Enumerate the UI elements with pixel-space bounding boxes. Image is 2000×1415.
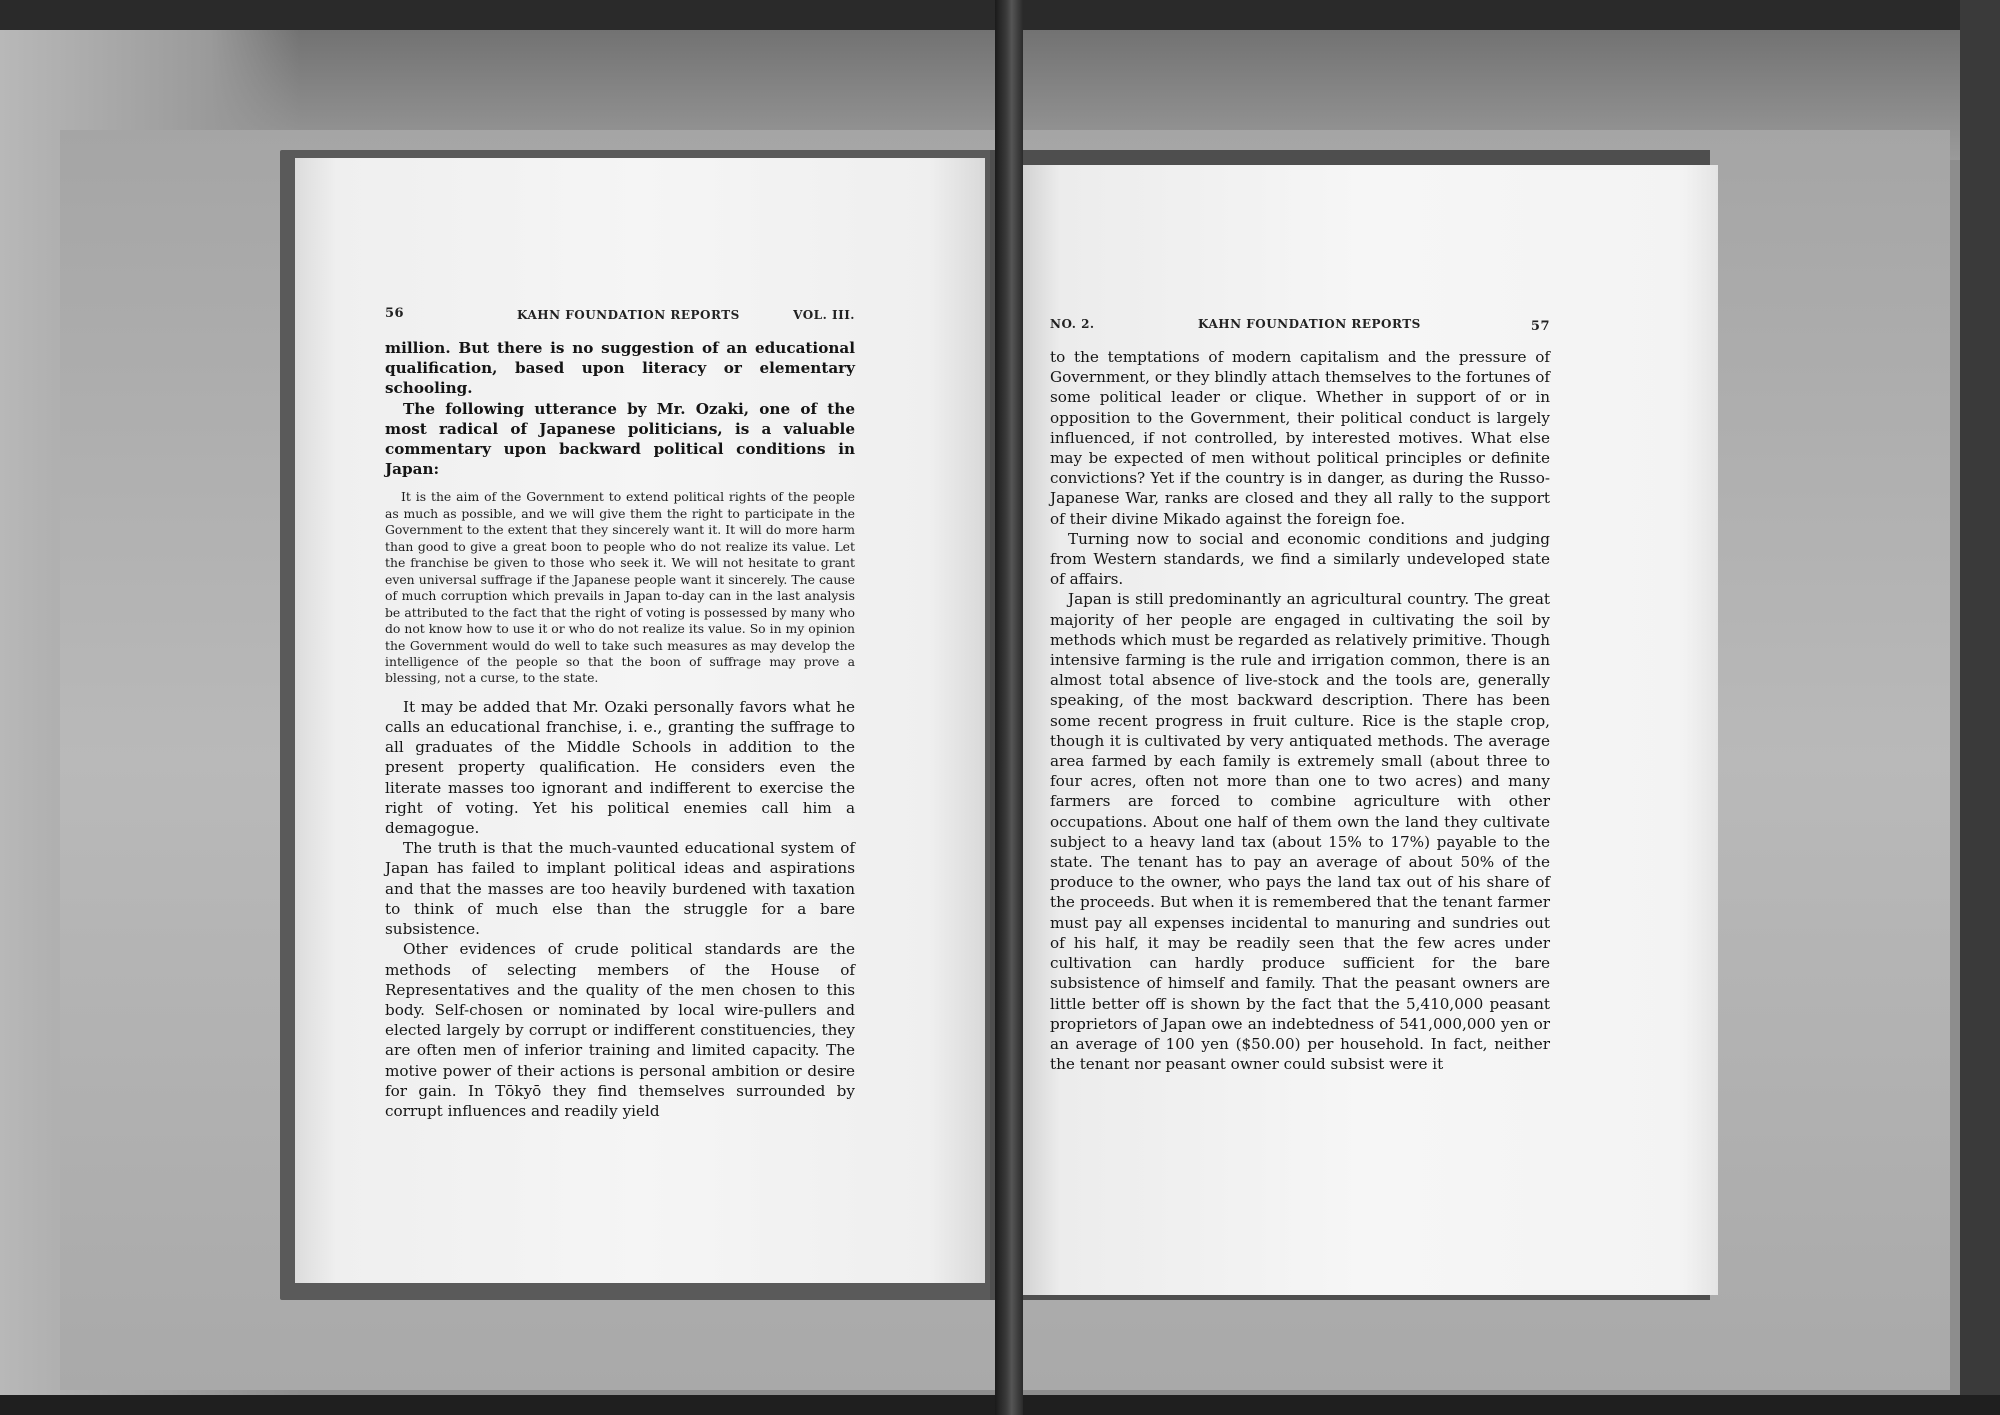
paragraph: The truth is that the much-vaunted educational system of Japan has failed to implant political ideas and aspirations and that the masses are too heavily burdened with taxation to think of much else than the struggle for a bare subsistence. <box>385 839 855 939</box>
paragraph: The following utterance by Mr. Ozaki, one of the most radical of Japanese politicians, is a valuable commentary upon backward political conditions in Japan: <box>385 399 855 479</box>
right-running-title: KAHN FOUNDATION REPORTS <box>1198 317 1421 331</box>
right-page-header <box>1050 317 1550 337</box>
paragraph: Turning now to social and economic conditions and judging from Western standards, we find a similarly undeveloped state of affairs. <box>1050 529 1550 589</box>
right-page <box>1018 165 1718 1295</box>
paragraph: million. But there is no suggestion of an educational qualification, based upon literacy or elementary schooling. <box>385 339 855 398</box>
left-volume-label: VOL. III. <box>793 308 855 322</box>
paragraph: to the temptations of modern capitalism and the pressure of Government, or they blindly attach themselves to the fortunes of some political leader or clique. Whether in support of or in opposition to the Government, their political conduct is largely influenced, if not controlled, by interested motives. What else may be expected of men without political principles or definite convictions? Yet if the country is in danger, as during the Russo-Japanese War, ranks are closed and they all rally to the support of their divine Mikado against the foreign foe. <box>1050 348 1550 528</box>
book-gutter <box>995 0 1023 1415</box>
right-issue-label: NO. 2. <box>1050 317 1095 331</box>
background-right-band <box>1960 0 2000 1415</box>
right-page-body <box>1050 347 1550 1074</box>
left-page <box>295 158 985 1283</box>
left-page-body <box>385 338 855 1121</box>
right-page-number: 57 <box>1530 319 1550 334</box>
paragraph: Japan is still predominantly an agricultural country. The great majority of her people are engaged in cultivating the soil by methods which must be regarded as relatively primitive. Though intensive farming is the rule and irrigation common, there is an almost total absence of live-stock and the tools are, generally speaking, of the most backward description. There has been some recent progress in fruit culture. Rice is the staple crop, though it is cultivated by very antiquated methods. The average area farmed by each family is extremely small (about three to four acres, often not more than one to two acres) and many farmers are forced to combine agriculture with other occupations. About one half of them own the land they cultivate subject to a heavy land tax (about 15% to 17%) payable to the state. The tenant has to pay an average of about 50% of the produce to the owner, who pays the land tax out of his share of the proceeds. But when it is remembered that the tenant farmer must pay all expenses incidental to manuring and sundries out of his half, it may be readily seen that the few acres under cultivation can hardly produce sufficient for the bare subsistence of himself and family. That the peasant owners are little better off is shown by the fact that the 5,410,000 peasant proprietors of Japan owe an indebtedness of 541,000,000 yen or an average of 100 yen ($50.00) per household. In fact, neither the tenant nor peasant owner could subsist were it <box>1050 590 1550 1074</box>
left-running-title: KAHN FOUNDATION REPORTS <box>517 308 740 322</box>
quotation-block: It is the aim of the Government to extend political rights of the people as much as possible, and we will give them the right to participate in the Government to the extent that they sincerely want it. It will do more harm than good to give a great boon to people who do not realize its value. Let the franchise be given to those who seek it. We will not hesitate to grant even universal suffrage if the Japanese people want it sincerely. The cause of much corruption which prevails in Japan to-day can in the last analysis be attributed to the fact that the right of voting is possessed by many who do not know how to use it or who do not realize its value. So in my opinion the Government would do well to take such measures as may develop the intelligence of the people so that the boon of suffrage may prove a blessing, not a curse, to the state. <box>385 489 855 686</box>
paragraph: Other evidences of crude political standards are the methods of selecting members of the House of Representatives and the quality of the men chosen to this body. Self-chosen or nominated by local wire-pullers and elected largely by corrupt or indifferent constituencies, they are often men of inferior training and limited capacity. The motive power of their actions is personal ambition or desire for gain. In Tōkyō they find themselves surrounded by corrupt influences and readily yield <box>385 940 855 1120</box>
left-page-header <box>385 308 855 328</box>
paragraph: It may be added that Mr. Ozaki personally favors what he calls an educational franchise, i. e., granting the suffrage to all graduates of the Middle Schools in addition to the present property qualification. He considers even the literate masses too ignorant and indifferent to exercise the right of voting. Yet his political enemies call him a demagogue. <box>385 697 855 838</box>
left-page-number: 56 <box>385 306 405 321</box>
